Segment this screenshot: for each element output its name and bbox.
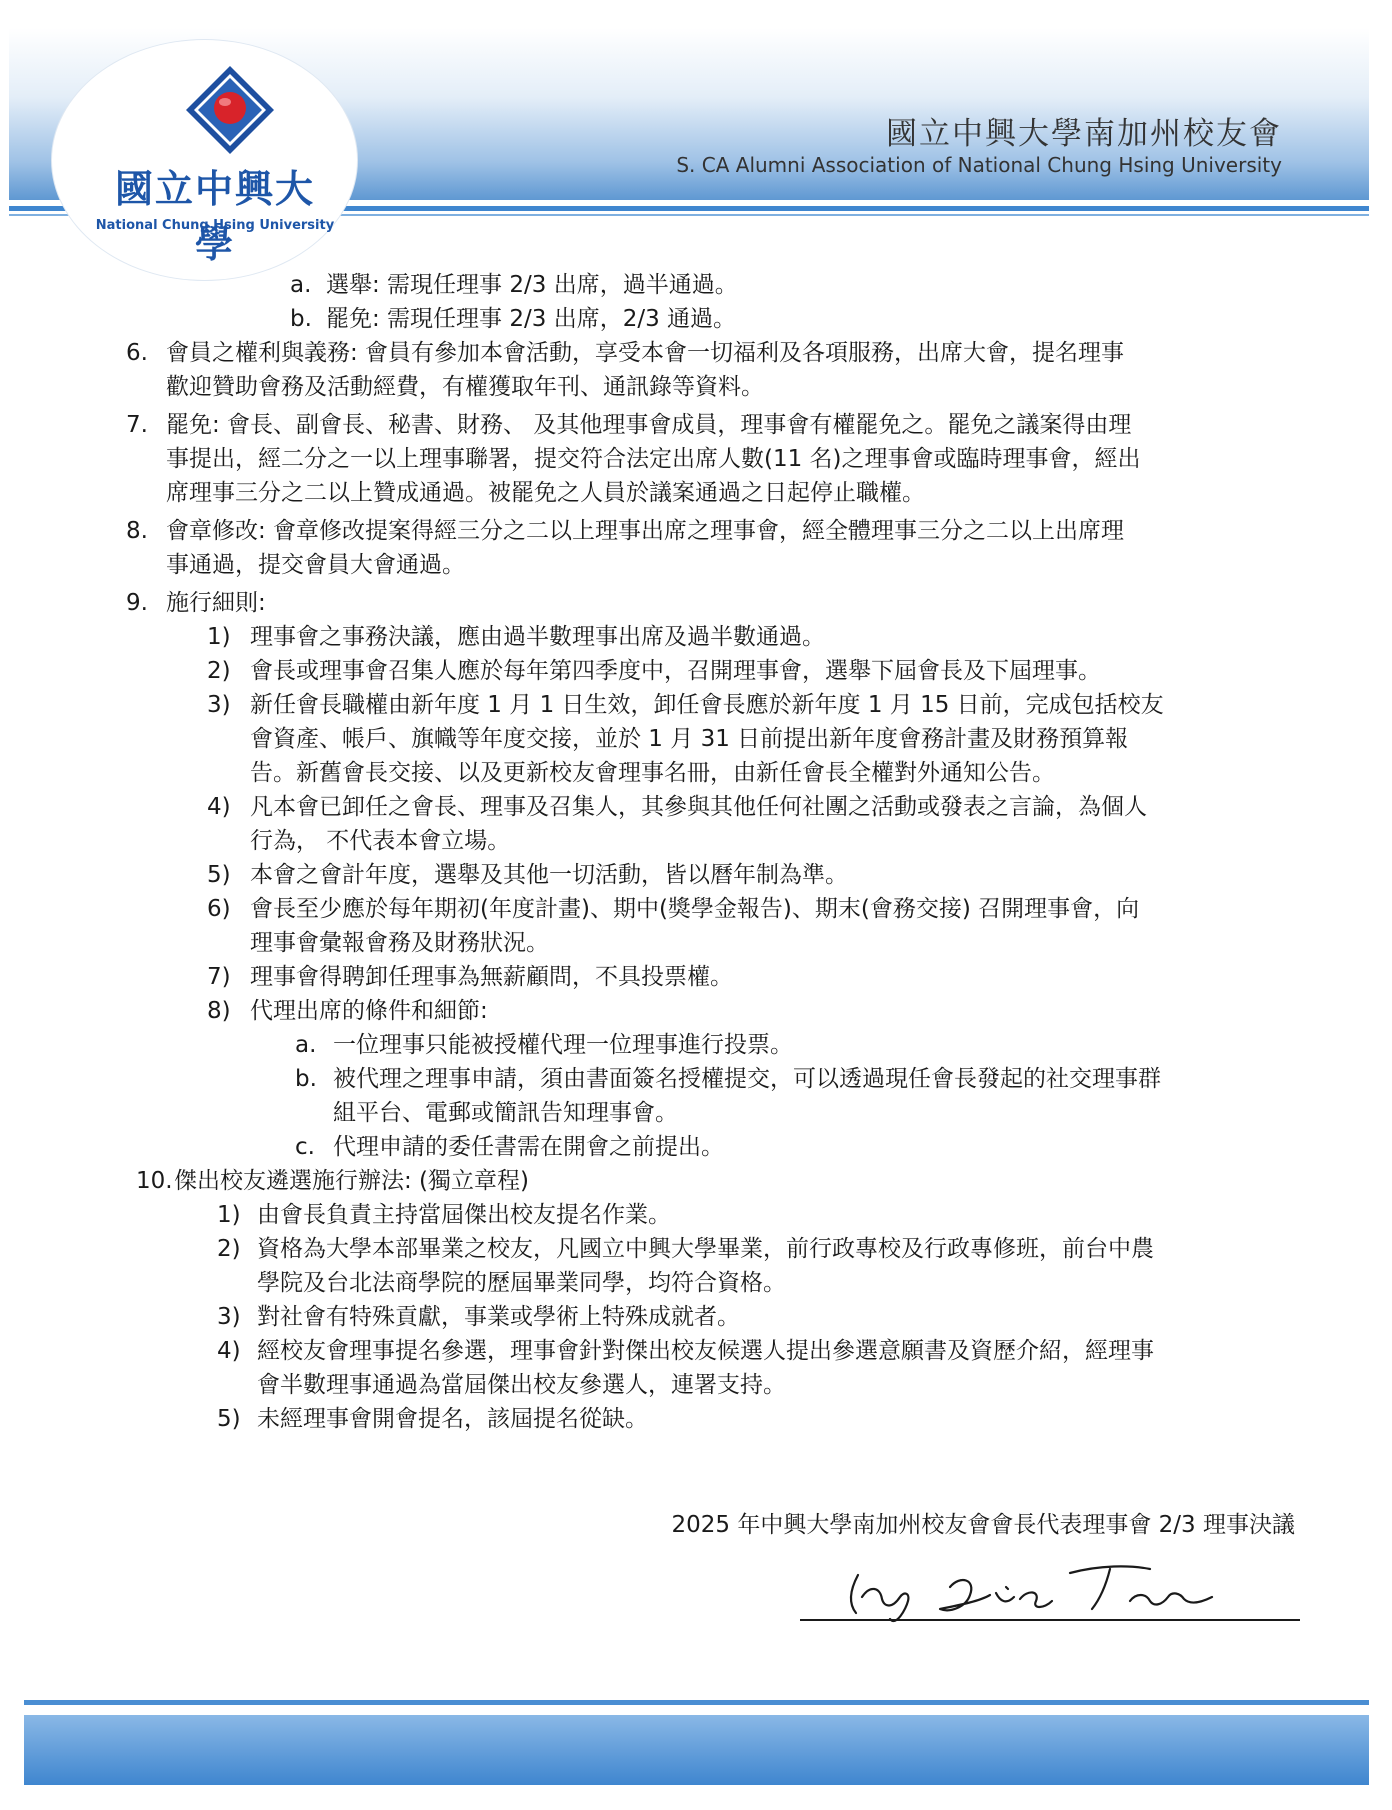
list-item-continuation: 歡迎贊助會務及活動經費，有權獲取年刊、通訊錄等資料。 xyxy=(166,374,764,400)
logo-english-name: National Chung Hsing University xyxy=(95,218,335,233)
list-item: 1) 由會長負責主持當屆傑出校友提名作業。 xyxy=(217,1202,671,1228)
list-item: a. 選舉: 需現任理事 2/3 出席，過半通過。 xyxy=(290,272,738,298)
handwritten-signature-icon xyxy=(800,1535,1300,1630)
list-item: 9. 施行細則: xyxy=(126,590,266,616)
list-item: 8) 代理出席的條件和細節: xyxy=(207,998,488,1024)
list-item-continuation: 會半數理事通過為當屆傑出校友參選人，連署支持。 xyxy=(257,1372,786,1398)
list-item-continuation: 理事會彙報會務及財務狀況。 xyxy=(250,930,549,956)
list-item: 5) 未經理事會開會提名，該屆提名從缺。 xyxy=(217,1406,648,1432)
list-item-continuation: 組平台、電郵或簡訊告知理事會。 xyxy=(333,1100,678,1126)
list-item: 3) 對社會有特殊貢獻，事業或學術上特殊成就者。 xyxy=(217,1304,740,1330)
list-item-continuation: 事通過，提交會員大會通過。 xyxy=(166,552,465,578)
logo-chinese-name: 國立中興大學 xyxy=(114,166,315,266)
list-item: a. 一位理事只能被授權代理一位理事進行投票。 xyxy=(295,1032,793,1058)
list-item: 5) 本會之會計年度，選舉及其他一切活動，皆以曆年制為準。 xyxy=(207,862,848,888)
list-item: 7) 理事會得聘卸任理事為無薪顧問，不具投票權。 xyxy=(207,964,733,990)
list-item: 2) 會長或理事會召集人應於每年第四季度中，召開理事會，選舉下屆會長及下屆理事。 xyxy=(207,658,1101,684)
list-item-continuation: 席理事三分之二以上贊成通過。被罷免之人員於議案通過之日起停止職權。 xyxy=(166,480,925,506)
list-item: 3) 新任會長職權由新年度 1 月 1 日生效，卸任會長應於新年度 1 月 15 日前，完成包括校友 xyxy=(207,692,1164,718)
association-english-name: S. CA Alumni Association of National Chung Hsing University xyxy=(676,153,1282,177)
list-item: 6. 會員之權利與義務: 會員有參加本會活動，享受本會一切福利及各項服務，出席大會，提名理事 xyxy=(126,340,1125,366)
list-item: 6) 會長至少應於每年期初(年度計畫)、期中(獎學金報告)、期末(會務交接) 召開理事會，向 xyxy=(207,896,1140,922)
list-item: 8. 會章修改: 會章修改提案得經三分之二以上理事出席之理事會，經全體理事三分之二以上出席理 xyxy=(126,518,1125,544)
association-chinese-name: 國立中興大學南加州校友會 xyxy=(886,116,1282,152)
list-item-continuation: 事提出，經二分之一以上理事聯署，提交符合法定出席人數(11 名)之理事會或臨時理事會，經出 xyxy=(166,446,1141,472)
footer-banner xyxy=(24,1715,1369,1785)
list-item-continuation: 學院及台北法商學院的歷屆畢業同學，均符合資格。 xyxy=(257,1270,786,1296)
university-emblem-icon xyxy=(184,64,276,156)
list-item-continuation: 告。新舊會長交接、以及更新校友會理事名冊，由新任會長全權對外通知公告。 xyxy=(250,760,1055,786)
list-item: 7. 罷免: 會長、副會長、秘書、財務、 及其他理事會成員，理事會有權罷免之。罷免之議案得由理 xyxy=(126,412,1132,438)
list-item: b. 被代理之理事申請，須由書面簽名授權提交，可以透過現任會長發起的社交理事群 xyxy=(295,1066,1161,1092)
list-item: 2) 資格為大學本部畢業之校友，凡國立中興大學畢業，前行政專校及行政專修班，前台中農 xyxy=(217,1236,1154,1262)
list-item: 10. 傑出校友遴選施行辦法: (獨立章程) xyxy=(136,1168,530,1194)
list-item-continuation: 行為， 不代表本會立場。 xyxy=(250,828,511,854)
list-item: b. 罷免: 需現任理事 2/3 出席，2/3 通過。 xyxy=(290,306,737,332)
list-item: 4) 經校友會理事提名參選，理事會針對傑出校友候選人提出參選意願書及資歷介紹，經理事 xyxy=(217,1338,1154,1364)
resolution-statement: 2025 年中興大學南加州校友會會長代表理事會 2/3 理事決議 xyxy=(671,1512,1295,1538)
list-item: 4) 凡本會已卸任之會長、理事及召集人，其參與其他任何社團之活動或發表之言論，為個人 xyxy=(207,794,1147,820)
list-item: 1) 理事會之事務決議，應由過半數理事出席及過半數通過。 xyxy=(207,624,825,650)
list-item: c. 代理申請的委任書需在開會之前提出。 xyxy=(295,1134,724,1160)
list-item-continuation: 會資產、帳戶、旗幟等年度交接，並於 1 月 31 日前提出新年度會務計畫及財務預算報 xyxy=(250,726,1129,752)
footer-divider xyxy=(24,1700,1369,1705)
